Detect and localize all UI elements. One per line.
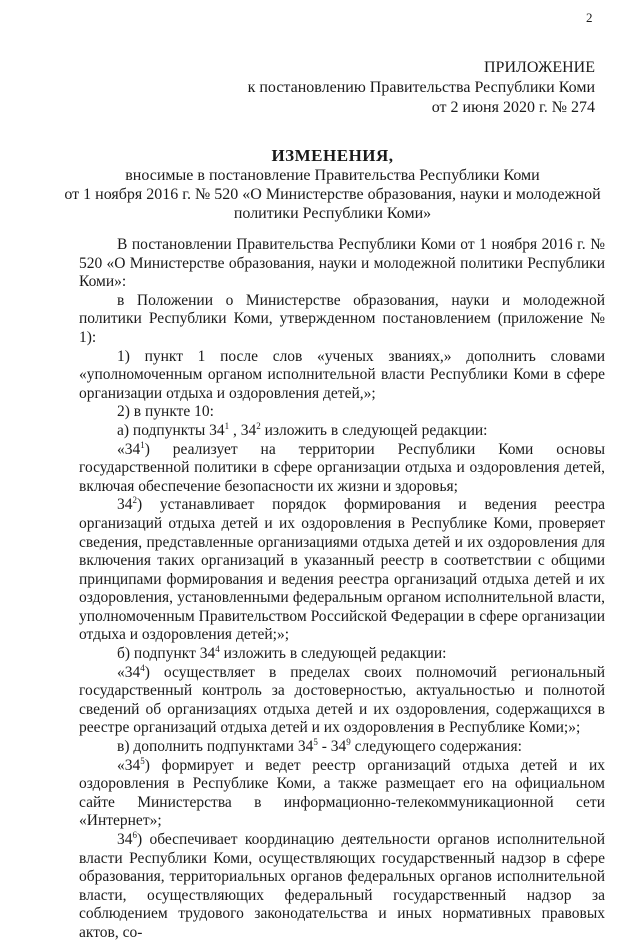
text: изложить в следующей редакции: [260,421,488,439]
paragraph-34-5 [79,757,605,831]
text: - 34 [317,738,347,756]
appendix-header [235,58,595,118]
superscript: 1 [224,420,230,431]
text: , 34 [229,421,257,439]
heading-line-3: политики Республики Коми» [233,205,432,222]
text: ) устанавливает порядок формирования и ведения реестра организаций отдыха детей и их оздоровления в Республике Коми, проверяет сведения, представленные организациями отдыха детей и их оздоровления для включения таких организаций в указанный реестр в соответствии с общими принципами формирования и ведения реестра организаций отдыха детей и их оздоровления, установленными федеральным органом исполнительной власти, уполномоченным Правительством Российской Федерации в сфере организации отдыха и оздоровления детей;»; [79,496,605,644]
superscript: 4 [140,662,145,673]
text: 34 [117,496,133,514]
paragraph-subitem-b [79,645,605,664]
text: «34 [117,440,141,458]
page-number: 2 [586,10,593,25]
superscript: 9 [346,737,351,748]
paragraph-intro: В постановлении Правительства Республики Коми от 1 ноября 2016 г. № 520 «О Министерстве образования, науки и молодежной политики Республики Коми»: [79,236,605,291]
superscript: 5 [140,755,145,766]
document-title: ИЗМЕНЕНИЯ, [271,146,394,165]
text: «34 [117,756,141,774]
superscript: 2 [132,495,137,506]
superscript: 4 [215,644,220,655]
text: а) подпункты 34 [117,421,225,439]
document-heading [60,146,605,223]
paragraph-subitem-a [79,422,605,441]
text: 34 [117,831,133,848]
superscript: 6 [132,830,137,840]
superscript: 2 [256,420,261,431]
superscript: 1 [140,439,145,450]
text: ) осуществляет в пределах своих полномочий региональный государственный контроль за достоверностью, актуальностью и полнотой сведений об организациях отдыха детей и их оздоровления, содержащихся в реестре организаций отдыха детей и их оздоровления в Республике Коми;»; [79,663,605,737]
paragraph-item-2: 2) в пункте 10: [117,403,214,421]
paragraph-34-4 [79,664,605,738]
superscript: 5 [313,737,318,748]
paragraph-34-6 [79,831,605,943]
document-body [79,236,605,943]
text: следующего содержания: [350,738,522,756]
paragraph-34-1 [79,441,605,497]
paragraph-34-2 [79,496,605,645]
text: ) обеспечивает координацию деятельности органов исполнительной власти Республики Коми, осуществляющих государственный надзор в сфере образования, территориальных органов федеральных органов исполнительной власти, осуществляющих федеральный государственный надзор за соблюдением трудового законодательства и иных нормативных правовых актов, со- [79,831,605,941]
text: «34 [117,663,141,681]
paragraph-regulation: в Положении о Министерстве образования, науки и молодежной политики Республики Коми, утвержденном постановлением (приложение № 1): [79,291,605,346]
text: ) реализует на территории Республики Коми основы государственной политики в сфере организации отдыха и оздоровления детей, включая обеспечение безопасности их жизни и здоровья; [79,440,605,495]
appendix-date: от 2 июня 2020 г. № 274 [431,99,595,116]
heading-line-2: от 1 ноября 2016 г. № 520 «О Министерстве образования, науки и молодежной [64,186,601,203]
appendix-reference: к постановлению Правительства Республики Коми [247,79,595,96]
text: ) формирует и ведет реестр организаций отдыха детей и их оздоровления в Республике Коми, а также размещает его на официальном сайте Министерства в информационно-телекоммуникационной сети «Интернет»; [79,756,605,830]
text: в) дополнить подпунктами 34 [117,738,314,756]
text: б) подпункт 34 [117,645,216,663]
paragraph-subitem-c [79,738,605,757]
text: изложить в следующей редакции: [219,645,447,663]
appendix-title: ПРИЛОЖЕНИЕ [483,59,595,76]
heading-line-1: вносимые в постановление Правительства Республики Коми [125,167,540,184]
paragraph-item-1: 1) пункт 1 после слов «ученых званиях,» дополнить словами «уполномоченным органом исполнительной власти Республики Коми в сфере организации отдыха и оздоровления детей,»; [79,347,605,402]
